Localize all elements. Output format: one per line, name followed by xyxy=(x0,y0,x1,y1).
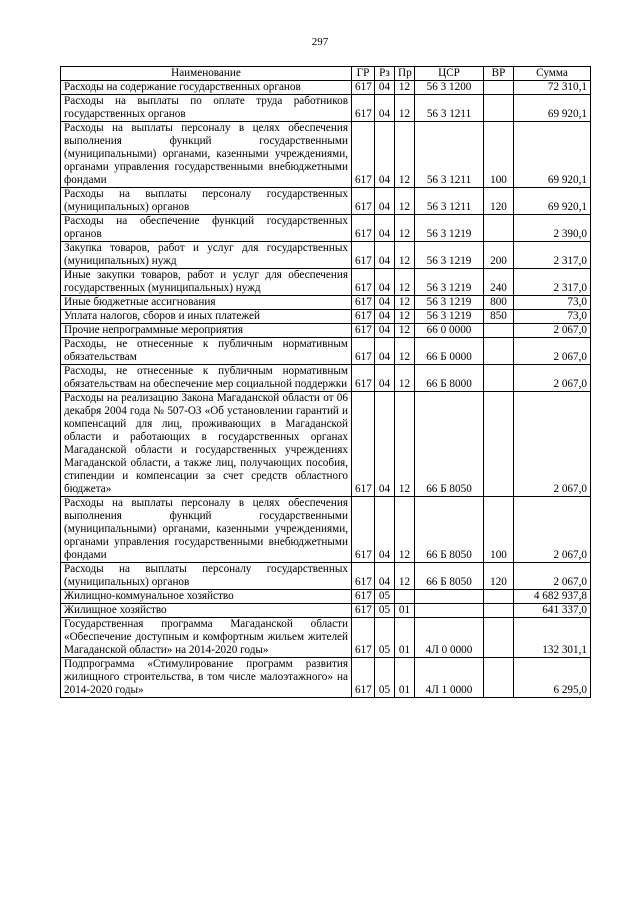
header-vr: ВР xyxy=(484,67,514,81)
cell-csr: 66 0 0000 xyxy=(415,324,484,338)
table-row xyxy=(61,296,591,310)
cell-pr: 12 xyxy=(395,324,415,338)
cell-vr xyxy=(484,95,514,122)
cell-gr: 617 xyxy=(352,324,375,338)
cell-csr: 56 3 1219 xyxy=(415,310,484,324)
cell-gr: 617 xyxy=(352,338,375,365)
cell-sum: 69 920,1 xyxy=(514,188,591,215)
cell-csr: 66 Б 8050 xyxy=(415,392,484,497)
cell-rz: 04 xyxy=(375,563,395,590)
cell-vr: 800 xyxy=(484,296,514,310)
table-row xyxy=(61,604,591,618)
cell-sum: 2 067,0 xyxy=(514,338,591,365)
cell-rz: 05 xyxy=(375,590,395,604)
cell-rz: 05 xyxy=(375,658,395,698)
cell-pr: 12 xyxy=(395,81,415,95)
cell-vr xyxy=(484,604,514,618)
cell-csr: 56 3 1211 xyxy=(415,188,484,215)
cell-vr xyxy=(484,215,514,242)
cell-pr: 12 xyxy=(395,95,415,122)
cell-name: Расходы на содержание государственных органов xyxy=(61,81,352,95)
cell-pr: 12 xyxy=(395,365,415,392)
table-row xyxy=(61,188,591,215)
header-rz: Рз xyxy=(375,67,395,81)
cell-name: Уплата налогов, сборов и иных платежей xyxy=(61,310,352,324)
cell-rz: 04 xyxy=(375,324,395,338)
cell-vr: 200 xyxy=(484,242,514,269)
cell-name: Закупка товаров, работ и услуг для государственных (муниципальных) нужд xyxy=(61,242,352,269)
cell-sum: 2 317,0 xyxy=(514,269,591,296)
cell-pr: 12 xyxy=(395,188,415,215)
cell-pr: 12 xyxy=(395,338,415,365)
cell-name: Расходы на реализацию Закона Магаданской области от 06 декабря 2004 года № 507-ОЗ «Об установлении гарантий и компенсаций для лиц, проживающих в Магаданской области и работающих в государственных органах Магаданской области и государственных учреждениях Магаданской области, а также лиц, получающих пособия, стипендии и компенсации за счет средств областного бюджета» xyxy=(61,392,352,497)
cell-name: Жилищно-коммунальное хозяйство xyxy=(61,590,352,604)
budget-table xyxy=(60,66,591,698)
cell-gr: 617 xyxy=(352,296,375,310)
cell-gr: 617 xyxy=(352,242,375,269)
cell-rz: 04 xyxy=(375,269,395,296)
cell-gr: 617 xyxy=(352,215,375,242)
cell-rz: 04 xyxy=(375,122,395,188)
cell-gr: 617 xyxy=(352,604,375,618)
cell-sum: 2 067,0 xyxy=(514,392,591,497)
cell-rz: 04 xyxy=(375,215,395,242)
cell-name: Расходы, не отнесенные к публичным нормативным обязательствам xyxy=(61,338,352,365)
cell-csr: 66 Б 8000 xyxy=(415,365,484,392)
cell-pr: 01 xyxy=(395,604,415,618)
cell-vr: 120 xyxy=(484,188,514,215)
cell-vr xyxy=(484,392,514,497)
table-header-row xyxy=(61,67,591,81)
cell-vr xyxy=(484,324,514,338)
cell-sum: 2 067,0 xyxy=(514,563,591,590)
header-pr: Пр xyxy=(395,67,415,81)
cell-name: Расходы на обеспечение функций государственных органов xyxy=(61,215,352,242)
cell-csr: 56 3 1219 xyxy=(415,242,484,269)
table-row xyxy=(61,338,591,365)
table-row xyxy=(61,269,591,296)
cell-pr: 12 xyxy=(395,563,415,590)
cell-rz: 04 xyxy=(375,365,395,392)
cell-gr: 617 xyxy=(352,590,375,604)
cell-csr: 66 Б 8050 xyxy=(415,563,484,590)
cell-sum: 4 682 937,8 xyxy=(514,590,591,604)
cell-sum: 2 067,0 xyxy=(514,324,591,338)
cell-pr: 12 xyxy=(395,215,415,242)
header-name: Наименование xyxy=(61,67,352,81)
cell-gr: 617 xyxy=(352,618,375,658)
cell-pr: 12 xyxy=(395,497,415,563)
cell-csr: 4Л 1 0000 xyxy=(415,658,484,698)
cell-csr: 56 3 1211 xyxy=(415,95,484,122)
table-row xyxy=(61,310,591,324)
cell-sum: 73,0 xyxy=(514,310,591,324)
cell-rz: 04 xyxy=(375,242,395,269)
header-gr: ГР xyxy=(352,67,375,81)
table-row xyxy=(61,590,591,604)
page-number: 297 xyxy=(311,36,329,48)
cell-gr: 617 xyxy=(352,392,375,497)
cell-pr: 01 xyxy=(395,618,415,658)
cell-name: Расходы на выплаты по оплате труда работников государственных органов xyxy=(61,95,352,122)
cell-rz: 04 xyxy=(375,81,395,95)
cell-name: Жилищное хозяйство xyxy=(61,604,352,618)
cell-gr: 617 xyxy=(352,563,375,590)
cell-csr: 66 Б 0000 xyxy=(415,338,484,365)
cell-sum: 2 317,0 xyxy=(514,242,591,269)
cell-sum: 69 920,1 xyxy=(514,95,591,122)
cell-csr: 56 3 1211 xyxy=(415,122,484,188)
table-row xyxy=(61,618,591,658)
cell-name: Прочие непрограммные мероприятия xyxy=(61,324,352,338)
cell-vr xyxy=(484,590,514,604)
table-row xyxy=(61,95,591,122)
cell-name: Государственная программа Магаданской области «Обеспечение доступным и комфортным жильем жителей Магаданской области» на 2014-2020 годы» xyxy=(61,618,352,658)
cell-rz: 04 xyxy=(375,296,395,310)
table-row xyxy=(61,324,591,338)
cell-rz: 04 xyxy=(375,310,395,324)
cell-vr xyxy=(484,658,514,698)
cell-csr xyxy=(415,604,484,618)
table-row xyxy=(61,81,591,95)
cell-name: Расходы на выплаты персоналу в целях обеспечения выполнения функций государственными (муниципальными) органами, казенными учреждениями, органами управления государственными внебюджетными фондами xyxy=(61,122,352,188)
cell-pr: 12 xyxy=(395,122,415,188)
cell-pr: 12 xyxy=(395,310,415,324)
cell-vr: 100 xyxy=(484,497,514,563)
cell-sum: 69 920,1 xyxy=(514,122,591,188)
cell-rz: 05 xyxy=(375,618,395,658)
cell-vr xyxy=(484,618,514,658)
cell-gr: 617 xyxy=(352,81,375,95)
cell-csr: 56 3 1219 xyxy=(415,296,484,310)
cell-gr: 617 xyxy=(352,310,375,324)
cell-sum: 132 301,1 xyxy=(514,618,591,658)
header-sum: Сумма xyxy=(514,67,591,81)
cell-sum: 641 337,0 xyxy=(514,604,591,618)
cell-sum: 2 067,0 xyxy=(514,497,591,563)
table-body xyxy=(61,81,591,698)
cell-rz: 04 xyxy=(375,95,395,122)
cell-name: Подпрограмма «Стимулирование программ развития жилищного строительства, в том числе малоэтажного» на 2014-2020 годы» xyxy=(61,658,352,698)
cell-csr: 56 3 1219 xyxy=(415,215,484,242)
cell-name: Расходы на выплаты персоналу государственных (муниципальных) органов xyxy=(61,563,352,590)
cell-csr: 56 3 1200 xyxy=(415,81,484,95)
cell-rz: 04 xyxy=(375,497,395,563)
cell-gr: 617 xyxy=(352,365,375,392)
cell-name: Расходы, не отнесенные к публичным нормативным обязательствам на обеспечение мер социальной поддержки xyxy=(61,365,352,392)
cell-sum: 2 067,0 xyxy=(514,365,591,392)
table-row xyxy=(61,497,591,563)
cell-vr xyxy=(484,365,514,392)
cell-sum: 72 310,1 xyxy=(514,81,591,95)
table-row xyxy=(61,215,591,242)
cell-pr: 12 xyxy=(395,296,415,310)
cell-gr: 617 xyxy=(352,188,375,215)
cell-pr xyxy=(395,590,415,604)
cell-rz: 04 xyxy=(375,392,395,497)
table-row xyxy=(61,658,591,698)
cell-pr: 12 xyxy=(395,269,415,296)
cell-pr: 12 xyxy=(395,392,415,497)
cell-gr: 617 xyxy=(352,497,375,563)
cell-sum: 6 295,0 xyxy=(514,658,591,698)
cell-gr: 617 xyxy=(352,95,375,122)
cell-rz: 04 xyxy=(375,338,395,365)
cell-pr: 01 xyxy=(395,658,415,698)
header-csr: ЦСР xyxy=(415,67,484,81)
cell-vr: 240 xyxy=(484,269,514,296)
cell-name: Расходы на выплаты персоналу государственных (муниципальных) органов xyxy=(61,188,352,215)
cell-gr: 617 xyxy=(352,122,375,188)
cell-csr: 66 Б 8050 xyxy=(415,497,484,563)
table-row xyxy=(61,242,591,269)
table-row xyxy=(61,122,591,188)
table-row xyxy=(61,365,591,392)
cell-csr: 4Л 0 0000 xyxy=(415,618,484,658)
cell-name: Иные бюджетные ассигнования xyxy=(61,296,352,310)
cell-name: Иные закупки товаров, работ и услуг для обеспечения государственных (муниципальных) нужд xyxy=(61,269,352,296)
cell-gr: 617 xyxy=(352,269,375,296)
cell-rz: 04 xyxy=(375,188,395,215)
cell-rz: 05 xyxy=(375,604,395,618)
cell-vr: 100 xyxy=(484,122,514,188)
cell-pr: 12 xyxy=(395,242,415,269)
cell-vr: 850 xyxy=(484,310,514,324)
cell-csr: 56 3 1219 xyxy=(415,269,484,296)
cell-csr xyxy=(415,590,484,604)
cell-sum: 73,0 xyxy=(514,296,591,310)
cell-vr xyxy=(484,338,514,365)
cell-vr xyxy=(484,81,514,95)
cell-vr: 120 xyxy=(484,563,514,590)
cell-gr: 617 xyxy=(352,658,375,698)
table-row xyxy=(61,392,591,497)
table-row xyxy=(61,563,591,590)
cell-sum: 2 390,0 xyxy=(514,215,591,242)
cell-name: Расходы на выплаты персоналу в целях обеспечения выполнения функций государственными (муниципальными) органами, казенными учреждениями, органами управления государственными внебюджетными фондами xyxy=(61,497,352,563)
